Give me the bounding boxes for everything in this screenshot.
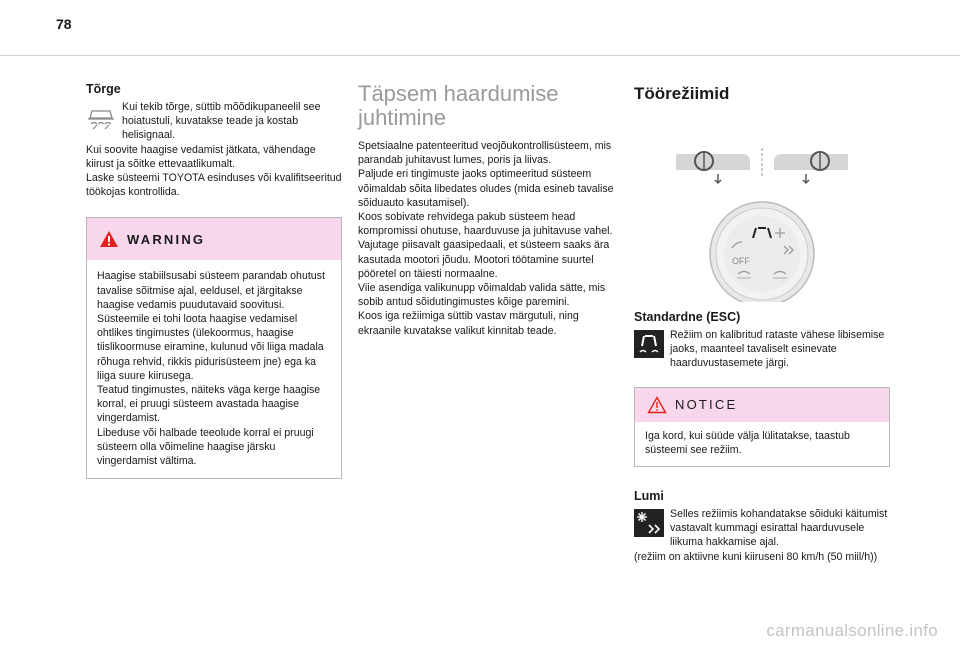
footer-watermark: carmanualsonline.info (766, 621, 938, 640)
notice-text: Iga kord, kui süüde välja lülitatakse, taastub süsteemi see režiim. (645, 429, 850, 456)
snow-text-2: (režiim on aktiivne kuni kiiruseni 80 km/h (50 miil/h)) (634, 550, 878, 563)
grip-text-6: Koos iga režiimiga süttib vastav märgutuli, ning ekraanile kuvatakse valikut kinnitab teade. (358, 310, 579, 337)
page-number: 78 (56, 16, 72, 32)
snow-mode-icon (634, 509, 664, 537)
section-title: Täpsem haardumise juhtimine (358, 81, 559, 130)
grip-text-5: Viie asendiga valikunupp võimaldab valida sätte, mis sobib antud sõidutingimustes kõige paremini. (358, 282, 606, 309)
grip-text-4: Vajutage piisavalt gaasipedaali, et süsteem saaks ära kasutada mootori jõudu. Mootori töötamine suurtel pööretel on täiesti normaalne. (358, 239, 610, 280)
standard-paragraph (634, 328, 890, 371)
error-text-2: Kui soovite haagise vedamist jätkata, vähendage kiirust ja sõitke ettevaatlikumalt. (86, 143, 316, 170)
notice-header (635, 388, 889, 422)
grip-text-2: Paljude eri tingimuste jaoks optimeeritud süsteem võimaldab sõita libedates oludes (mida esineb tavalise sõiduauto kasutamisel). (358, 168, 614, 209)
warning-body (87, 260, 341, 478)
notice-triangle-icon (647, 396, 667, 414)
warning-text-2: Teatud tingimustes, näiteks väga kerge haagise korral, ei pruugi süsteem avastada haagise vingerdamist. (97, 384, 321, 425)
column-left (86, 82, 342, 479)
snow-text: Selles režiimis kohandatakse sõiduki käitumist vastavalt kummagi esirattal haarduvusele liikuma hakkamise ajal. (670, 508, 888, 549)
notice-body (635, 422, 889, 466)
modes-title: Töörežiimid (634, 84, 730, 103)
error-text-1: Kui tekib tõrge, süttib mõõdikupaneelil see hoiatustuli, kuvatakse teade ja kostab helisignaal. (122, 101, 321, 142)
mode-selector-illustration (634, 116, 890, 302)
trailer-warning-icon (86, 102, 116, 130)
standard-mode-icon (634, 330, 664, 358)
notice-label: NOTICE (675, 397, 738, 413)
warning-label: WARNING (127, 231, 206, 247)
mode-illustration (634, 116, 890, 302)
snow-heading: Lumi (634, 489, 664, 504)
column-right (634, 84, 890, 564)
grip-text-3: Koos sobivate rehvidega pakub süsteem head kompromissi ohutuse, haarduvuse ja juhitavuse vahel. (358, 211, 613, 238)
error-heading: Tõrge (86, 82, 121, 96)
notice-box (634, 387, 890, 467)
warning-header (87, 218, 341, 260)
error-paragraph (86, 100, 342, 199)
dial-off-label: OFF (732, 256, 750, 266)
standard-heading: Standardne (ESC) (634, 310, 741, 324)
header-divider (0, 55, 960, 56)
snow-paragraph (634, 507, 890, 564)
error-text-3: Laske süsteemi TOYOTA esinduses või kvalifitseeritud töökojas kontrollida. (86, 172, 342, 199)
grip-text-1: Spetsiaalne patenteeritud veojõukontrollisüsteem, mis parandab juhitavust lumes, poris ja liivas. (358, 140, 612, 167)
warning-text-3: Libeduse või halbade teeolude korral ei pruugi süsteem olla võimeline haagise järsku vingerdamist vältima. (97, 426, 314, 468)
warning-text-1: Haagise stabiilsusabi süsteem parandab ohutust tavalise sõitmise ajal, eeldusel, et järgitakse haagise vedamis puudutavaid soovitusi. Süsteemile ei tohi loota haagise vedamisel ohtlikes tingimustes (ülekoormus, haagise tiislikoormuse eiramine, kulunud või liiga madala rõhuga rehvid, rikkis pidurisüsteem jne) ega ka liiga suure kiirusega. (97, 270, 325, 382)
standard-text: Režiim on kalibritud rataste vähese libisemise jaoks, maanteel tavaliselt esinevate haarduvustasemete järgi. (670, 329, 885, 370)
column-middle (358, 82, 616, 338)
warning-box (86, 217, 342, 479)
warning-triangle-icon (99, 230, 119, 248)
